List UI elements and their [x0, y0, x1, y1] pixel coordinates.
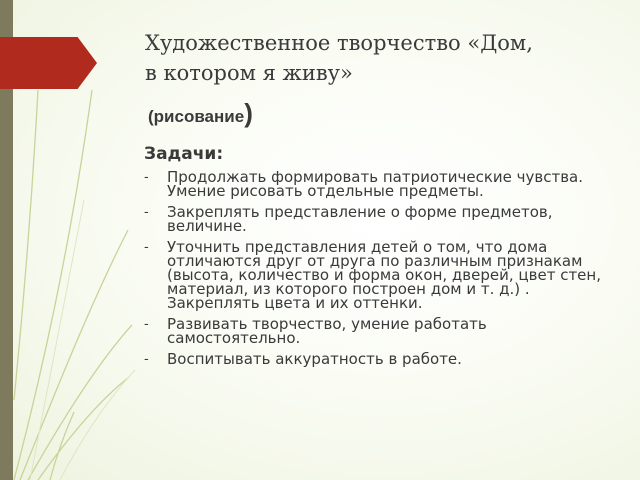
- task-item: [144, 352, 614, 366]
- task-text: Закреплять представление о форме предметов, величине.: [167, 203, 553, 235]
- slide-title: Художественное творчество «Дом, в котором я живу»: [145, 31, 533, 85]
- task-item: [144, 170, 614, 198]
- decor-line: [14, 90, 38, 400]
- subtitle-closing-paren: ): [244, 98, 253, 128]
- decor-line: [28, 325, 132, 480]
- task-text: Уточнить представления детей о том, что дома отличаются друг от друга по различным признакам (высота, количество и форма окон, дверей, цвет стен, материал, из которого построен дом и т. д.) . Закреплять цвета и их оттенки.: [167, 238, 601, 312]
- accent-arrow-shape: [0, 37, 97, 89]
- decor-line: [20, 230, 128, 480]
- task-item: [144, 317, 614, 345]
- bullet-dash: -: [144, 317, 149, 332]
- task-text: Продолжать формировать патриотические чувства. Умение рисовать отдельные предметы.: [167, 168, 584, 200]
- task-text: Развивать творчество, умение работать самостоятельно.: [167, 315, 487, 347]
- decor-line: [38, 378, 128, 480]
- tasks-heading: Задачи:: [144, 144, 224, 164]
- subtitle-text: (рисование: [148, 107, 245, 126]
- bullet-dash: -: [144, 170, 149, 185]
- task-item: [144, 205, 614, 233]
- decor-line: [60, 370, 135, 480]
- slide-subtitle: [148, 98, 253, 129]
- task-item: [144, 240, 614, 310]
- task-text: Воспитывать аккуратность в работе.: [167, 350, 462, 368]
- bullet-dash: -: [144, 240, 149, 255]
- bullet-dash: -: [144, 352, 149, 367]
- decor-line: [14, 90, 92, 480]
- decor-line: [30, 200, 84, 480]
- bullet-dash: -: [144, 205, 149, 220]
- tasks-list: [144, 170, 614, 373]
